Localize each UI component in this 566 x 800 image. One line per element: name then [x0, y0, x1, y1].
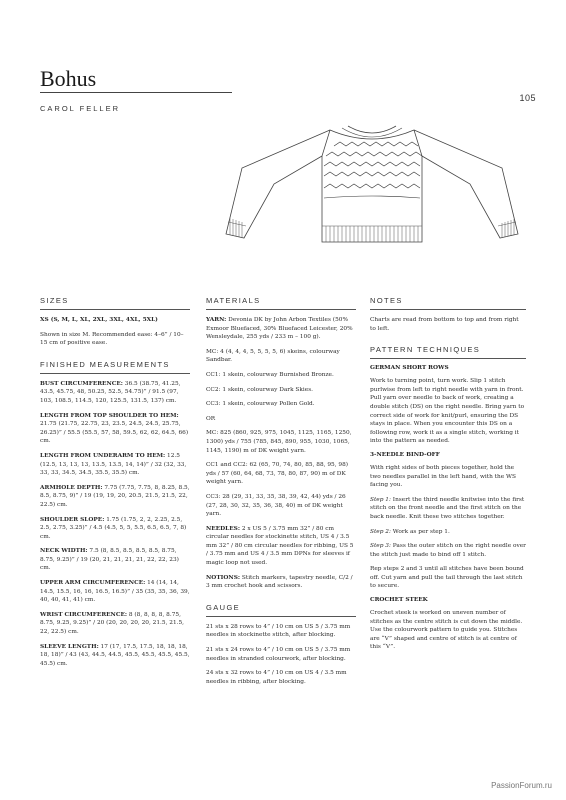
- gauge-item: 21 sts x 24 rows to 4” / 10 cm on US 5 / 3.75 mm needles in stranded colourwork, after blocking.: [206, 647, 351, 662]
- notes-heading: NOTES: [370, 296, 403, 305]
- material-item: CC2: 1 skein, colourway Dark Skies.: [206, 386, 314, 393]
- page-title: Bohus: [40, 66, 97, 91]
- material-item: MC: 825 (860, 925, 975, 1045, 1125, 1165, 1250, 1300) yds / 755 (785, 845, 890, 955, 1030, 1065, 1145, 1190) m of DK weight yarn.: [206, 430, 352, 454]
- sizes-divider: [40, 309, 190, 310]
- three-needle-heading: 3-NEEDLE BIND-OFF: [370, 451, 440, 458]
- three-needle-intro: With right sides of both pieces together, hold the two needles parallel in the left hand, with the WS facing you.: [370, 464, 516, 489]
- column-materials: [206, 296, 356, 692]
- material-item: MC: 4 (4, 4, 4, 5, 5, 5, 5, 6) skeins, colourway Sandbar.: [206, 348, 340, 364]
- watermark: PassionForum.ru: [491, 781, 552, 790]
- material-item: CC3: 1 skein, colourway Pollen Gold.: [206, 401, 315, 408]
- crochet-steek-heading: CROCHET STEEK: [370, 597, 428, 604]
- finished-divider: [40, 373, 190, 374]
- german-short-rows-heading: GERMAN SHORT ROWS: [370, 365, 449, 372]
- sweater-illustration: [222, 118, 522, 274]
- three-needle-step: Step 1: Insert the third needle knitwise into the first stitch on the front needle and the first stitch on the back needle. Knit these two stitches together.: [370, 496, 525, 520]
- gauge-item: 24 sts x 32 rows to 4” / 10 cm on US 4 / 3.5 mm needles in ribbing, after blocking.: [206, 670, 347, 685]
- measurement-item: BUST CIRCUMFERENCE: 36.5 (38.75, 41.25, 43.5, 45.75, 48, 50.25, 52.5, 54.75)” / 91.5 (97, 103, 108.5, 114.5, 120, 125.5, 131.5, 137) cm.: [40, 380, 181, 404]
- measurement-item: UPPER ARM CIRCUMFERENCE: 14 (14, 14, 14.5, 15.5, 16, 16, 16.5, 16.5)” / 35 (35, 35, 36, 39, 40, 40, 41, 41) cm.: [40, 580, 190, 604]
- author-name: CAROL FELLER: [40, 104, 120, 113]
- crochet-steek-text: Crochet steek is worked on uneven number of stitches as the centre stitch is cut down the middle. Use the colourwork pattern to guide you. Stitches are “V” shaped and centre of stitch is at centre of this “V”.: [370, 610, 523, 651]
- title-divider: [40, 92, 232, 93]
- material-item: NOTIONS: Stitch markers, tapestry needle, C/2 / 3 mm crochet hook and scissors.: [206, 574, 353, 590]
- measurement-item: LENGTH FROM UNDERARM TO HEM: 12.5 (12.5, 13, 13, 13, 13.5, 13.5, 14, 14)” / 32 (32, 33, 33, 33, 34.5, 34.5, 35.5, 35.5) cm.: [40, 452, 187, 477]
- measurement-item: WRIST CIRCUMFERENCE: 8 (8, 8, 8, 8, 8.75, 8.75, 9.25, 9.25)” / 20 (20, 20, 20, 20, 21.5, 21.5, 22, 22.5) cm.: [40, 611, 185, 636]
- material-item: OR: [206, 415, 216, 422]
- shown-in-text: Shown in size M. Recommended ease: 4–6” / 10–15 cm of positive ease.: [40, 331, 184, 347]
- german-short-rows-text: Work to turning point, turn work. Slip 1 stitch purlwise from left to right needle with yarn in front. Pull yarn over needle to back of work, creating a double stitch (DS) on the right needle. Bring yarn to correct side of work for knit/purl, ensuring the DS stays in place. When you encounter this DS on a following row, work it as a single stitch, working it into the pattern as needed.: [370, 378, 525, 445]
- notes-text: Charts are read from bottom to top and from right to left.: [370, 317, 519, 332]
- materials-divider: [206, 309, 356, 310]
- gauge-item: 21 sts x 28 rows to 4” / 10 cm on US 5 / 3.75 mm needles in stockinette stitch, after blocking.: [206, 623, 351, 639]
- material-item: CC3: 28 (29, 31, 33, 35, 38, 39, 42, 44) yds / 26 (27, 28, 30, 32, 35, 36, 38, 40) m of DK weight yarn.: [206, 493, 346, 518]
- techniques-divider: [370, 358, 526, 359]
- measurement-item: SHOULDER SLOPE: 1.75 (1.75, 2, 2, 2.25, 2.5, 2.5, 2.75, 3.25)” / 4.5 (4.5, 5, 5, 5.5, 6.5, 6.5, 7, 8) cm.: [40, 516, 187, 540]
- finished-measurements-heading: FINISHED MEASUREMENTS: [40, 359, 170, 369]
- page-number: 105: [519, 93, 536, 103]
- materials-heading: MATERIALS: [206, 296, 261, 305]
- three-needle-outro: Rep steps 2 and 3 until all stitches have been bound off. Cut yarn and pull the tail through the last stitch to secure.: [370, 566, 524, 590]
- column-sizes: [40, 296, 190, 674]
- measurement-item: SLEEVE LENGTH: 17 (17, 17.5, 17.5, 18, 18, 18, 18, 18)” / 43 (43, 44.5, 44.5, 45.5, 45.5, 45.5, 45.5, 45.5) cm.: [40, 643, 190, 667]
- column-notes: [370, 296, 526, 658]
- pattern-techniques-heading: PATTERN TECHNIQUES: [370, 345, 481, 355]
- three-needle-step: Step 3: Pass the outer stitch on the right needle over the stitch just made to bind off 1 stitch.: [370, 543, 526, 558]
- measurement-item: NECK WIDTH: 7.5 (8, 8.5, 8.5, 8.5, 8.5, 8.75, 8.75, 9.25)” / 19 (20, 21, 21, 21, 21, 22, 22, 23) cm.: [40, 548, 179, 572]
- gauge-heading: GAUGE: [206, 602, 241, 612]
- material-item: CC1 and CC2: 62 (65, 70, 74, 80, 85, 88, 95, 98) yds / 57 (60, 64, 68, 73, 78, 80, 87, 90) m of DK weight yarn.: [206, 462, 349, 486]
- material-item: YARN: Devonia DK by John Arbon Textiles (50% Exmoor Bluefaced, 30% Bluefaced Leicester, 20% Wensleydale, 255 yds / 233 m – 100 g).: [206, 317, 353, 341]
- material-item: NEEDLES: 2 x US 5 / 3.75 mm 32” / 80 cm circular needles for stockinette stitch, US 4 / 3.5 mm 32” / 80 cm circular needles for ribbing, US 5 / 3.75 mm and US 4 / 3.5 mm DPNs for sleeves if magic loop not used.: [206, 525, 354, 567]
- size-list: XS (S, M, L, XL, 2XL, 3XL, 4XL, 5XL): [40, 317, 158, 323]
- notes-divider: [370, 309, 526, 310]
- gauge-divider: [206, 616, 356, 617]
- sizes-heading: SIZES: [40, 296, 69, 305]
- three-needle-step: Step 2: Work as per step 1.: [370, 528, 450, 535]
- measurement-item: LENGTH FROM TOP SHOULDER TO HEM: 21.75 (21.75, 22.75, 23, 23.5, 24.5, 24.5, 25.75, 26.25)” / 55.5 (55.5, 57, 58, 59.5, 62, 62, 64.5, 66) cm.: [40, 412, 189, 445]
- measurement-item: ARMHOLE DEPTH: 7.75 (7.75, 7.75, 8, 8.25, 8.5, 8.5, 8.75, 9)” / 19 (19, 19, 20, 20.5, 21.5, 21.5, 22, 22.5) cm.: [40, 484, 190, 508]
- material-item: CC1: 1 skein, colourway Burnished Bronze.: [206, 371, 334, 378]
